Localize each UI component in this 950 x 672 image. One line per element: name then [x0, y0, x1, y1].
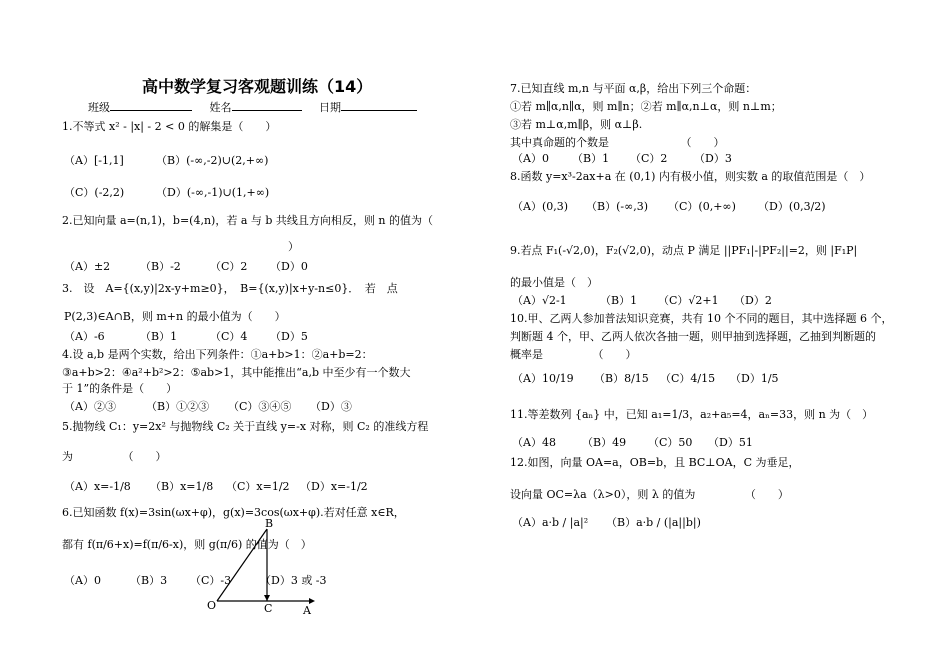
q10-option-d: （D）1/5 — [730, 372, 779, 385]
vector-figure — [205, 515, 315, 615]
q8-stem: 8.函数 y=x³-2ax+a 在 (0,1) 内有极小值，则实数 a 的取值范围是（ ） — [510, 170, 871, 183]
q4-option-d: （D）③ — [310, 400, 352, 413]
date-blank — [341, 100, 417, 111]
q3-option-d: （D）5 — [270, 330, 308, 343]
q7-option-c: （C）2 — [630, 152, 668, 165]
q6-option-c: （C）-3 — [190, 574, 232, 587]
q10-option-c: （C）4/15 — [660, 372, 716, 385]
q2-option-d: （D）0 — [270, 260, 308, 273]
q8-option-a: （A）(0,3) — [512, 200, 569, 213]
q3-option-c: （C）4 — [210, 330, 248, 343]
q3-option-b: （B）1 — [140, 330, 178, 343]
q7-stem-line4: 其中真命题的个数是 （ ） — [510, 136, 725, 149]
q6-option-b: （B）3 — [130, 574, 168, 587]
q7-option-a: （A）0 — [512, 152, 549, 165]
q4-option-b: （B）①②③ — [146, 400, 210, 413]
header-fields — [88, 100, 417, 115]
q9-option-a: （A）√2-1 — [512, 294, 567, 307]
q2-option-b: （B）-2 — [140, 260, 181, 273]
class-blank — [110, 100, 192, 111]
q9-option-b: （B）1 — [600, 294, 638, 307]
q11-option-a: （A）48 — [512, 436, 556, 449]
q5-option-b: （B）x=1/8 — [150, 480, 214, 493]
q5-option-d: （D）x=-1/2 — [300, 480, 368, 493]
q3-option-a: （A）-6 — [64, 330, 105, 343]
name-blank — [232, 100, 302, 111]
label-a: A — [303, 604, 311, 615]
name-label: 姓名 — [209, 101, 232, 114]
q6-stem-line2: 都有 f(π/6+x)=f(π/6-x)，则 g(π/6) 的值为（ ） — [62, 538, 312, 551]
q9-option-c: （C）√2+1 — [658, 294, 719, 307]
q6-stem-line1: 6.已知函数 f(x)=3sin(ωx+φ)，g(x)=3cos(ωx+φ).若对任意 x∈R， — [62, 506, 405, 519]
q12-option-b: （B）a·b / (|a||b|) — [606, 516, 701, 529]
q5-option-c: （C）x=1/2 — [226, 480, 290, 493]
q8-option-d: （D）(0,3/2) — [758, 200, 826, 213]
q11-stem: 11.等差数列 {aₙ} 中，已知 a₁=1/3，a₂+a₅=4，aₙ=33，则 n 为（ ） — [510, 408, 874, 421]
q7-stem-line2: ①若 m∥α,n∥α，则 m∥n；②若 m∥α,n⊥α，则 n⊥m； — [510, 100, 782, 113]
q7-stem-line3: ③若 m⊥α,m∥β，则 α⊥β. — [510, 118, 643, 131]
label-c: C — [264, 602, 273, 615]
q1-stem: 1.不等式 x² - |x| - 2 < 0 的解集是（ ） — [62, 120, 277, 133]
q10-option-a: （A）10/19 — [512, 372, 574, 385]
q1-option-d: （D）(-∞,-1)∪(1,+∞) — [156, 186, 270, 199]
q1-option-c: （C）(-2,2) — [64, 186, 125, 199]
q2-option-a: （A）±2 — [64, 260, 111, 273]
q10-stem-line2: 判断题 4 个，甲、乙两人依次各抽一题，则甲抽到选择题，乙抽到判断题的 — [510, 330, 876, 343]
q5-stem-line1: 5.抛物线 C₁：y=2x² 与抛物线 C₂ 关于直线 y=-x 对称，则 C₂ 的准线方程 — [62, 420, 429, 433]
q9-stem-line2: 的最小值是（ ） — [510, 276, 598, 289]
q4-stem-line2: ③a+b>2：④a²+b²>2：⑤ab>1，其中能推出“a,b 中至少有一个数大 — [62, 366, 411, 379]
q7-option-d: （D）3 — [694, 152, 732, 165]
q11-option-d: （D）51 — [708, 436, 753, 449]
q4-stem-line3: 于 1”的条件是（ ） — [62, 382, 178, 395]
q10-stem-line1: 10.甲、乙两人参加普法知识竞赛，共有 10 个不同的题目，其中选择题 6 个， — [510, 312, 893, 325]
q7-option-b: （B）1 — [572, 152, 610, 165]
q4-option-c: （C）③④⑤ — [228, 400, 292, 413]
q4-stem-line1: 4.设 a,b 是两个实数，给出下列条件：①a+b>1：②a+b=2： — [62, 348, 373, 361]
q8-option-b: （B）(-∞,3) — [586, 200, 649, 213]
q9-option-d: （D）2 — [734, 294, 772, 307]
q3-stem-line1: 3. 设 A={(x,y)|2x-y+m≥0}， B={(x,y)|x+y-n≤0}． 若 点 — [62, 282, 398, 295]
q1-option-b: （B）(-∞,-2)∪(2,+∞) — [156, 154, 269, 167]
q5-option-a: （A）x=-1/8 — [64, 480, 131, 493]
ob-line — [217, 529, 267, 601]
q12-stem-line2: 设向量 OC=λa（λ>0），则 λ 的值为 （ ） — [510, 488, 789, 501]
q1-option-a: （A）[-1,1] — [64, 154, 124, 167]
q7-stem-line1: 7.已知直线 m,n 与平面 α,β，给出下列三个命题： — [510, 82, 757, 95]
q9-stem-line1: 9.若点 F₁(-√2,0)，F₂(√2,0)，动点 P 满足 ||PF₁|-|PF₂||=2，则 |F₁P| — [510, 244, 858, 257]
q3-stem-line2: P(2,3)∈A∩B，则 m+n 的最小值为（ ） — [64, 310, 286, 323]
q12-option-a: （A）a·b / |a|² — [512, 516, 589, 529]
q10-option-b: （B）8/15 — [594, 372, 649, 385]
q11-option-c: （C）50 — [648, 436, 693, 449]
class-label: 班级 — [88, 101, 110, 114]
q2-stem: 2.已知向量 a=(n,1)，b=(4,n)，若 a 与 b 共线且方向相反，则 n 的值为（ — [62, 214, 434, 227]
q5-stem-line2: 为 （ ） — [62, 450, 167, 463]
q11-option-b: （B）49 — [582, 436, 627, 449]
q12-stem-line1: 12.如图，向量 OA=a，OB=b，且 BC⊥OA，C 为垂足， — [510, 456, 800, 469]
q4-option-a: （A）②③ — [64, 400, 116, 413]
q6-option-d: （D）3 或 -3 — [260, 574, 327, 587]
date-label: 日期 — [319, 101, 341, 114]
q2-option-c: （C）2 — [210, 260, 248, 273]
label-o: O — [207, 599, 217, 612]
page-title: 高中数学复习客观题训练（14） — [142, 77, 373, 96]
bc-arrow-icon — [264, 595, 270, 601]
q8-option-c: （C）(0,+∞) — [668, 200, 736, 213]
q10-stem-line3: 概率是 （ ） — [510, 348, 637, 361]
q2-close-paren: ） — [288, 240, 299, 253]
q6-option-a: （A）0 — [64, 574, 101, 587]
label-b: B — [265, 517, 274, 530]
